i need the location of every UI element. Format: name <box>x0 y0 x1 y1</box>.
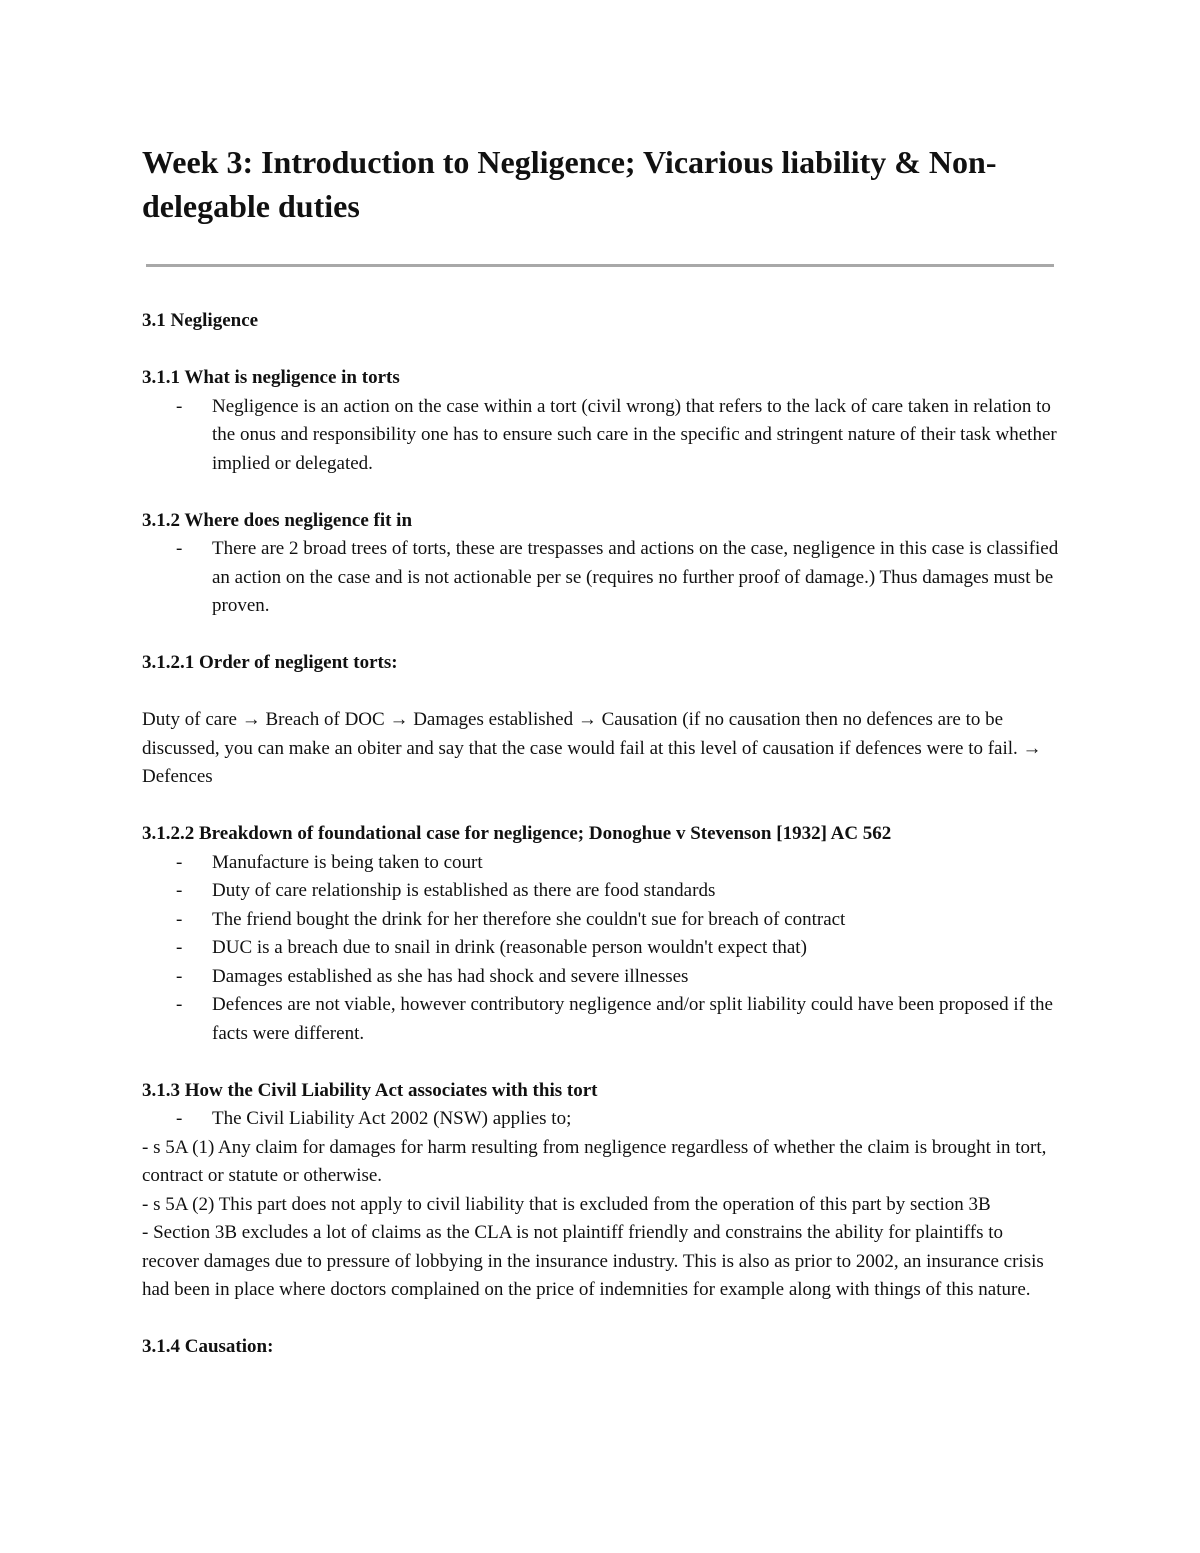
list-3-1-2-2 <box>142 849 1060 1049</box>
dash-bullet: - <box>176 395 183 417</box>
dash-bullet: - <box>176 994 183 1015</box>
dash-bullet: - <box>176 937 183 958</box>
heading-3-1-3: 3.1.3 How the Civil Liability Act associates with this tort <box>142 1079 598 1101</box>
list-item: - There are 2 broad trees of torts, these are trespasses and actions on the case, negligence in this case is classified an action on the case and is not actionable per se (requires no further proof of damage.) Thus damages must be proven. <box>142 535 1060 621</box>
list-item: - Damages established as she has had shock and severe illnesses <box>142 963 1060 992</box>
list-3-1-2 <box>142 535 1060 621</box>
list-3-1-3 <box>142 1105 1060 1134</box>
list-item: - Negligence is an action on the case within a tort (civil wrong) that refers to the lack of care taken in relation to the onus and responsibility one has to ensure such care in the specific and stringent nature of their task whether implied or delegated. <box>142 393 1060 479</box>
document-title: Week 3: Introduction to Negligence; Vicarious liability & Non-delegable duties <box>142 144 997 224</box>
heading-3-1-2: 3.1.2 Where does negligence fit in <box>142 509 413 531</box>
heading-3-1-1: 3.1.1 What is negligence in torts <box>142 367 400 388</box>
dash-bullet: - <box>176 538 183 559</box>
list-item: - Defences are not viable, however contributory negligence and/or split liability could have been proposed if the facts were different. <box>142 991 1060 1048</box>
horizontal-rule <box>146 264 1054 267</box>
paragraph-section-3b: - Section 3B excludes a lot of claims as the CLA is not plaintiff friendly and constrains the ability for plaintiffs to recover damages due to pressure of lobbying in the insurance industry. This is also as prior to 2002, an insurance crisis had been in place where doctors complained on the price of indemnities for example along with things of this nature. <box>142 1222 1044 1300</box>
heading-3-1: 3.1 Negligence <box>142 310 259 331</box>
list-3-1-1 <box>142 393 1060 479</box>
dash-bullet: - <box>176 1108 183 1129</box>
dash-bullet: - <box>176 965 183 987</box>
list-item: - The Civil Liability Act 2002 (NSW) applies to; <box>142 1105 1060 1134</box>
dash-bullet: - <box>176 851 183 873</box>
dash-bullet: - <box>176 880 183 901</box>
paragraph-order-of-torts: Duty of care → Breach of DOC → Damages established → Causation (if no causation then no defences are to be discussed, you can make an obiter and say that the case would fail at this level of causation if defences were to fail. → Defences <box>142 709 1042 787</box>
heading-3-1-4: 3.1.4 Causation: <box>142 1336 274 1357</box>
paragraph-s5a-1: - s 5A (1) Any claim for damages for harm resulting from negligence regardless of whether the claim is brought in tort, contract or statute or otherwise. <box>142 1136 1047 1186</box>
document-page <box>142 140 1060 1362</box>
list-item: - Manufacture is being taken to court <box>142 849 1060 878</box>
paragraph-s5a-2: - s 5A (2) This part does not apply to civil liability that is excluded from the operation of this part by section 3B <box>142 1193 991 1215</box>
list-item: - The friend bought the drink for her therefore she couldn't sue for breach of contract <box>142 906 1060 935</box>
list-item: - Duty of care relationship is established as there are food standards <box>142 877 1060 906</box>
list-item: - DUC is a breach due to snail in drink (reasonable person wouldn't expect that) <box>142 934 1060 963</box>
heading-3-1-2-1: 3.1.2.1 Order of negligent torts: <box>142 652 398 673</box>
dash-bullet: - <box>176 908 183 930</box>
heading-3-1-2-2: 3.1.2.2 Breakdown of foundational case for negligence; Donoghue v Stevenson [1932] AC 562 <box>142 823 892 844</box>
